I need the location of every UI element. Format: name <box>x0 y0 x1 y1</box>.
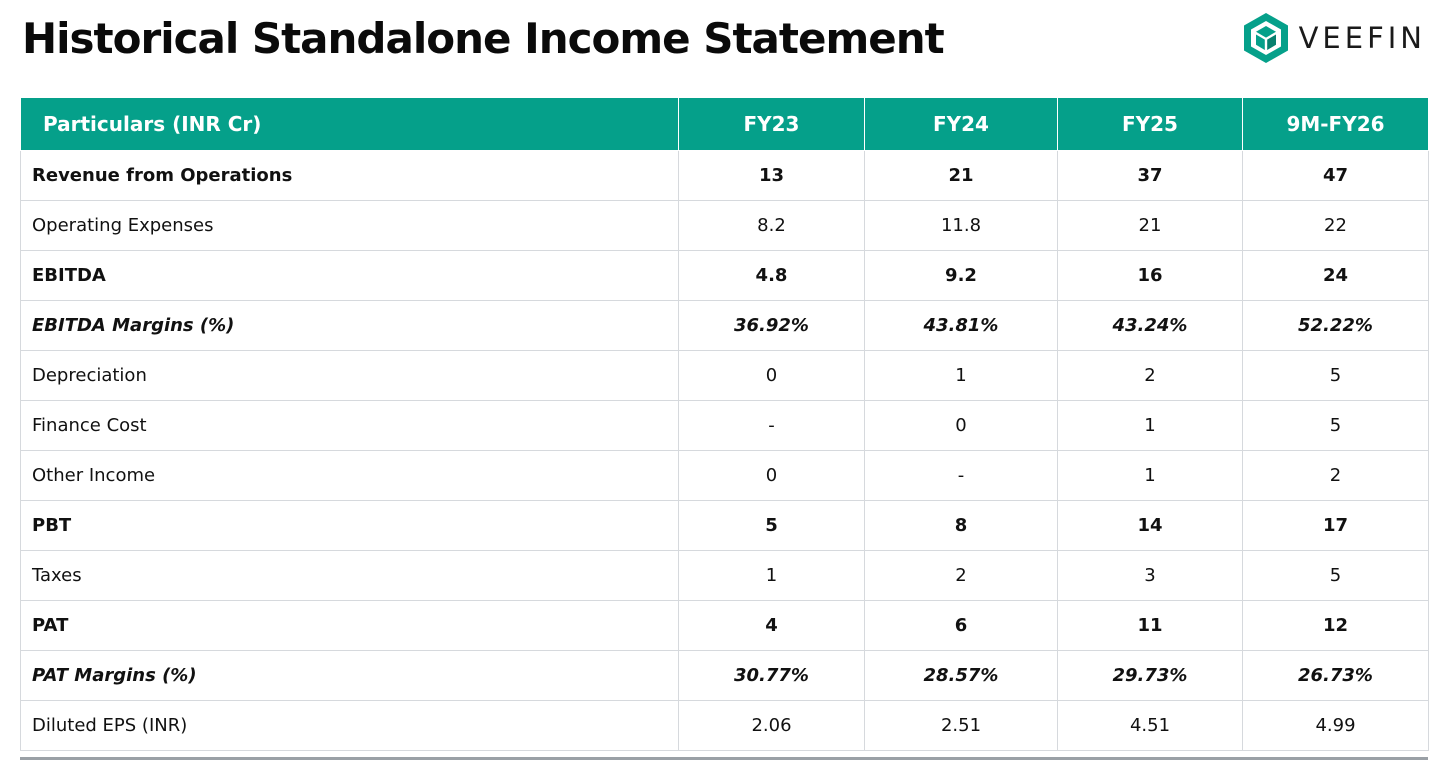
table-row <box>21 701 1429 751</box>
row-value-fy24: - <box>865 451 1058 501</box>
row-label: Finance Cost <box>21 401 679 451</box>
column-header-particulars: Particulars (INR Cr) <box>21 98 679 151</box>
row-value-fy23: 30.77% <box>679 651 865 701</box>
column-header-9m-fy26: 9M-FY26 <box>1243 98 1429 151</box>
row-label: PAT <box>21 601 679 651</box>
row-value-fy23: 1 <box>679 551 865 601</box>
page-title: Historical Standalone Income Statement <box>22 14 944 63</box>
table-row <box>21 301 1429 351</box>
row-value-fy25: 43.24% <box>1058 301 1243 351</box>
table-row <box>21 201 1429 251</box>
column-header-fy23: FY23 <box>679 98 865 151</box>
logo-wordmark: VEEFIN <box>1298 21 1426 55</box>
row-value-9m-fy26: 24 <box>1243 251 1429 301</box>
row-value-fy25: 3 <box>1058 551 1243 601</box>
row-value-9m-fy26: 2 <box>1243 451 1429 501</box>
row-value-fy23: 2.06 <box>679 701 865 751</box>
row-value-9m-fy26: 22 <box>1243 201 1429 251</box>
bottom-divider <box>20 757 1428 760</box>
row-label: Diluted EPS (INR) <box>21 701 679 751</box>
table-header-row <box>21 98 1429 151</box>
table-row <box>21 651 1429 701</box>
row-label: EBITDA Margins (%) <box>21 301 679 351</box>
column-header-fy25: FY25 <box>1058 98 1243 151</box>
row-value-fy25: 4.51 <box>1058 701 1243 751</box>
row-value-9m-fy26: 5 <box>1243 351 1429 401</box>
row-value-fy23: 36.92% <box>679 301 865 351</box>
row-value-fy25: 11 <box>1058 601 1243 651</box>
row-value-fy24: 11.8 <box>865 201 1058 251</box>
row-value-fy24: 28.57% <box>865 651 1058 701</box>
row-value-fy24: 0 <box>865 401 1058 451</box>
table-row <box>21 351 1429 401</box>
row-value-fy23: 5 <box>679 501 865 551</box>
row-label: PBT <box>21 501 679 551</box>
row-value-fy24: 8 <box>865 501 1058 551</box>
row-value-fy25: 37 <box>1058 151 1243 201</box>
row-label: Taxes <box>21 551 679 601</box>
row-value-fy23: - <box>679 401 865 451</box>
row-value-fy25: 1 <box>1058 401 1243 451</box>
table-row <box>21 501 1429 551</box>
row-value-fy25: 14 <box>1058 501 1243 551</box>
column-header-fy24: FY24 <box>865 98 1058 151</box>
row-label: EBITDA <box>21 251 679 301</box>
row-value-fy24: 2.51 <box>865 701 1058 751</box>
table-row <box>21 401 1429 451</box>
row-value-fy23: 4 <box>679 601 865 651</box>
row-value-fy23: 8.2 <box>679 201 865 251</box>
row-value-fy24: 9.2 <box>865 251 1058 301</box>
row-value-fy24: 1 <box>865 351 1058 401</box>
row-value-fy25: 1 <box>1058 451 1243 501</box>
row-value-fy23: 4.8 <box>679 251 865 301</box>
row-value-9m-fy26: 12 <box>1243 601 1429 651</box>
row-value-9m-fy26: 47 <box>1243 151 1429 201</box>
row-value-fy25: 21 <box>1058 201 1243 251</box>
row-value-fy23: 13 <box>679 151 865 201</box>
row-label: Revenue from Operations <box>21 151 679 201</box>
row-value-9m-fy26: 5 <box>1243 401 1429 451</box>
row-value-9m-fy26: 17 <box>1243 501 1429 551</box>
row-label: Operating Expenses <box>21 201 679 251</box>
row-value-fy25: 29.73% <box>1058 651 1243 701</box>
veefin-hexagon-cube-icon <box>1243 12 1289 64</box>
row-value-fy24: 21 <box>865 151 1058 201</box>
row-value-fy24: 2 <box>865 551 1058 601</box>
veefin-logo <box>1243 12 1426 64</box>
row-value-fy23: 0 <box>679 451 865 501</box>
row-value-9m-fy26: 5 <box>1243 551 1429 601</box>
table-row <box>21 601 1429 651</box>
row-label: Other Income <box>21 451 679 501</box>
table-row <box>21 551 1429 601</box>
table-row <box>21 451 1429 501</box>
table-row <box>21 151 1429 201</box>
row-value-9m-fy26: 26.73% <box>1243 651 1429 701</box>
row-value-fy24: 43.81% <box>865 301 1058 351</box>
row-value-fy24: 6 <box>865 601 1058 651</box>
row-value-9m-fy26: 4.99 <box>1243 701 1429 751</box>
row-label: PAT Margins (%) <box>21 651 679 701</box>
row-value-fy25: 2 <box>1058 351 1243 401</box>
row-value-fy23: 0 <box>679 351 865 401</box>
row-label: Depreciation <box>21 351 679 401</box>
income-statement-table <box>20 98 1429 751</box>
row-value-9m-fy26: 52.22% <box>1243 301 1429 351</box>
row-value-fy25: 16 <box>1058 251 1243 301</box>
table-row <box>21 251 1429 301</box>
